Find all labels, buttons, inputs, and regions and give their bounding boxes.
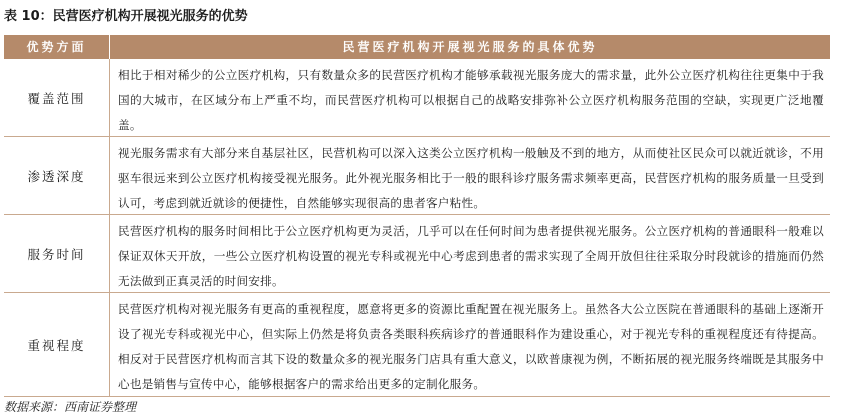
row-aspect: 服务时间 (4, 215, 110, 292)
row-aspect: 渗透深度 (4, 137, 110, 214)
row-detail: 民营医疗机构对视光服务有更高的重视程度，愿意将更多的资源比重配置在视光服务上。虽然各大公立医院在普通眼科的基础上逐渐开设了视光专科或视光中心，但实际上仍然是将负责各类眼科疾病诊疗的普通眼科作为建设重心，对于视光专科的重视程度还有待提高。相反对于民营医疗机构而言其下设的数量众多的视光服务门店具有重大意义，以欧普康视为例，不断拓展的视光服务终端既是其服务中心也是销售与宣传中心，能够根据客户的需求给出更多的定制化服务。 (118, 302, 824, 391)
row-detail: 相比于相对稀少的公立医疗机构，只有数量众多的民营医疗机构才能够承载视光服务庞大的需求量，此外公立医疗机构往往更集中于我国的大城市，在区域分布上严重不均，而民营医疗机构可以根据自己的战略安排弥补公立医疗机构服务范围的空缺，实现更广泛地覆盖。 (118, 68, 824, 132)
row-aspect: 重视程度 (4, 293, 110, 396)
header-detail: 民营医疗机构开展视光服务的具体优势 (342, 40, 598, 54)
table-title: 表 10：民营医疗机构开展视光服务的优势 (4, 9, 248, 24)
row-aspect: 覆盖范围 (4, 59, 110, 136)
row-detail: 民营医疗机构的服务时间相比于公立医疗机构更为灵活，几乎可以在任何时间为患者提供视光服务。公立医疗机构的普通眼科一般难以保证双休天开放，一些公立医疗机构设置的视光专科或视光中心考虑到患者的需求实现了全周开放但往往采取分时段就诊的措施而仍然无法做到正真灵活的时间安排。 (118, 224, 824, 288)
table-row (4, 293, 830, 397)
table-header (4, 35, 830, 59)
advantages-table (4, 35, 830, 397)
data-source-note: 数据来源：西南证券整理 (4, 400, 137, 414)
header-aspect: 优势方面 (4, 35, 110, 59)
row-detail: 视光服务需求有大部分来自基层社区，民营机构可以深入这类公立医疗机构一般触及不到的地方，从而使社区民众可以就近就诊，不用驱车很远来到公立医疗机构接受视光服务。此外视光服务相比于一般的眼科诊疗服务需求频率更高，民营医疗机构的服务质量一旦受到认可，考虑到就近就诊的便捷性，自然能够实现很高的患者客户粘性。 (118, 146, 824, 210)
table-row (4, 59, 830, 137)
table-row (4, 215, 830, 293)
table-row (4, 137, 830, 215)
